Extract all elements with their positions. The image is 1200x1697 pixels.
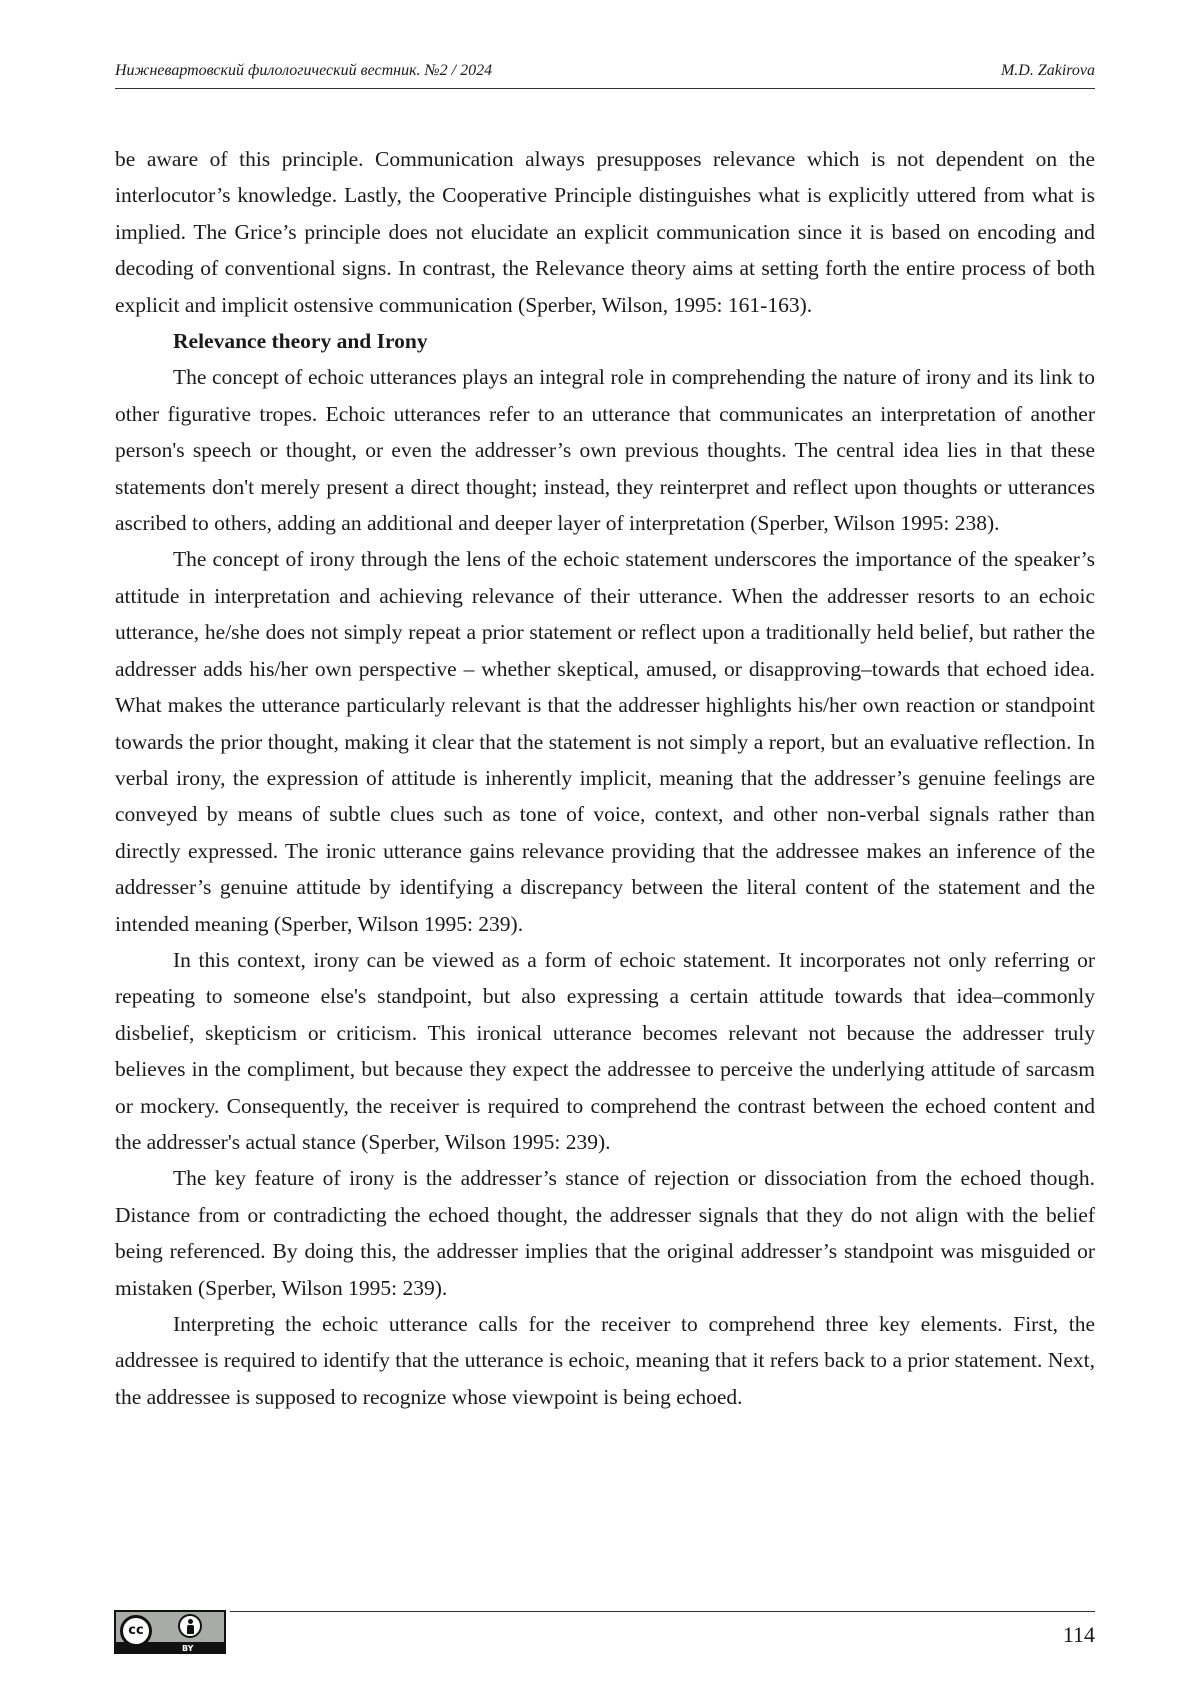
paragraph: The concept of echoic utterances plays an integral role in comprehending the nature of irony and its link to other figurative tropes. Echoic utterances refer to an utterance that communicates an interpretation of another person's speech or thought, or even the addresser’s own previous thoughts. The central idea lies in that these statements don't merely present a direct thought; instead, they reinterpret and reflect upon thoughts or utterances ascribed to others, adding an additional and deeper layer of interpretation (Sperber, Wilson 1995: 238). <box>115 365 1095 536</box>
article-body <box>115 141 1095 1415</box>
paragraph: The key feature of irony is the addresser’s stance of rejection or dissociation from the echoed though. Distance from or contradicting the echoed thought, the addresser signals that they do not align with the belief being referenced. By doing this, the addresser implies that the original addresser’s standpoint was misguided or mistaken (Sperber, Wilson 1995: 239). <box>115 1166 1095 1300</box>
author-name: M.D. Zakirova <box>1000 62 1095 79</box>
paragraph: The concept of irony through the lens of the echoic statement underscores the importance of the speaker’s attitude in interpretation and achieving relevance of their utterance. When the addresser resorts to an echoic utterance, he/she does not simply repeat a prior statement or reflect upon a traditionally held belief, but rather the addresser adds his/her own perspective – whether skeptical, amused, or disapproving–towards that echoed idea. What makes the utterance particularly relevant is that the addresser highlights his/her own reaction or standpoint towards the prior thought, making it clear that the statement is not simply a report, but an evaluative reflection. In verbal irony, the expression of attitude is inherently implicit, meaning that the addresser’s genuine feelings are conveyed by means of subtle clues such as tone of voice, context, and other non-verbal signals rather than directly expressed. The ironic utterance gains relevance providing that the addressee makes an inference of the addresser’s genuine attitude by identifying a discrepancy between the literal content of the statement and the intended meaning (Sperber, Wilson 1995: 239). <box>115 547 1095 936</box>
paragraph: In this context, irony can be viewed as a form of echoic statement. It incorporates not only referring or repeating to someone else's standpoint, but also expressing a certain attitude towards that idea–commonly disbelief, skepticism or criticism. This ironical utterance becomes relevant not because the addresser truly believes in the compliment, but because they expect the addressee to perceive the underlying attitude of sarcasm or mockery. Consequently, the receiver is required to comprehend the contrast between the echoed content and the addresser's actual stance (Sperber, Wilson 1995: 239). <box>115 947 1095 1154</box>
journal-title: Нижневартовский филологический вестник. №2 / 2024 <box>115 62 493 79</box>
running-header <box>115 60 1095 89</box>
page-number: 114 <box>1062 1622 1095 1647</box>
section-heading: Relevance theory and Irony <box>173 329 428 354</box>
footer-divider <box>230 1611 1095 1612</box>
person-head-icon <box>188 1619 193 1624</box>
paragraph: Interpreting the echoic utterance calls for the receiver to comprehend three key elements. First, the addressee is required to identify that the utterance is echoic, meaning that it refers back to a prior statement. Next, the addressee is supposed to recognize whose viewpoint is being echoed. <box>115 1312 1095 1409</box>
paragraph: be aware of this principle. Communication always presupposes relevance which is not dependent on the interlocutor’s knowledge. Lastly, the Cooperative Principle distinguishes what is explicitly uttered from what is implied. The Grice’s principle does not elucidate an explicit communication since it is based on encoding and decoding of conventional signs. In contrast, the Relevance theory aims at setting forth the entire process of both explicit and implicit ostensive communication (Sperber, Wilson, 1995: 161-163). <box>115 147 1095 317</box>
by-label: BY <box>182 1644 194 1653</box>
attribution-icon <box>178 1614 202 1638</box>
person-body-icon <box>187 1625 194 1634</box>
cc-icon: cc <box>120 1615 152 1647</box>
cc-by-icon <box>114 1610 226 1654</box>
